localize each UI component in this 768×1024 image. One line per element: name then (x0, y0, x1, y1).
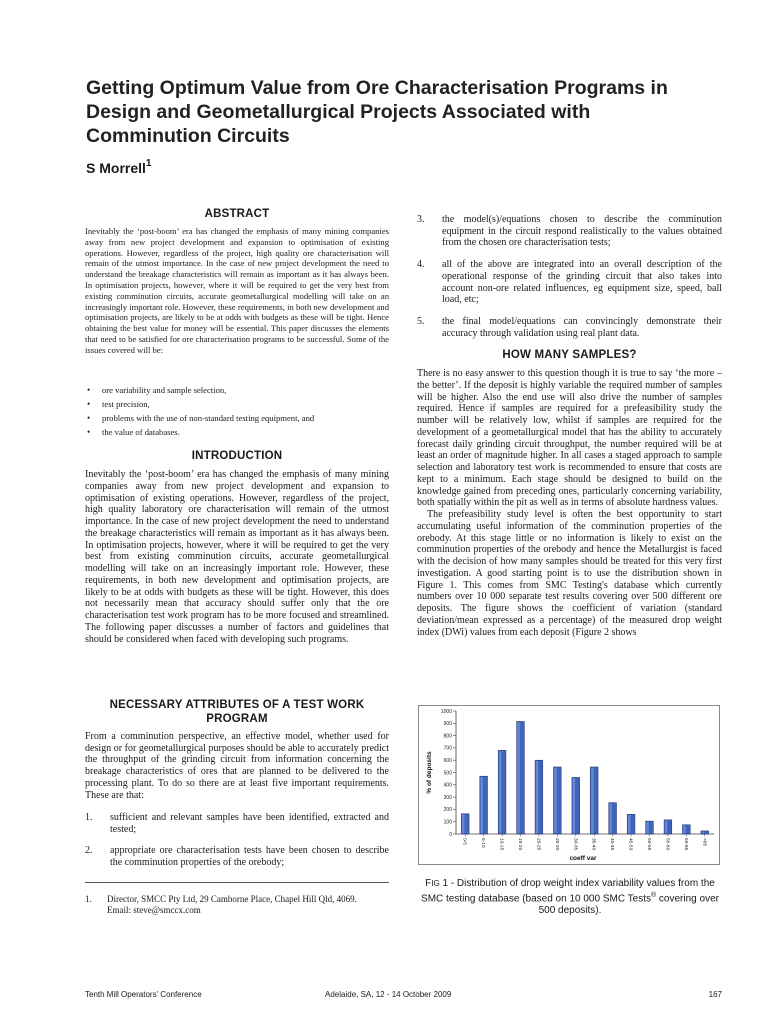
y-tick-label: 700 (443, 745, 452, 752)
abstract-heading: ABSTRACT (204, 208, 270, 220)
x-tick-label: 15-20 (517, 838, 522, 851)
bar-highlight (554, 768, 556, 833)
footnote-email: Email: steve@smccx.com (107, 905, 201, 915)
requirement-text: all of the above are integrated into an overall description of the operational response of the grinding circuit that also takes into account non-ore related influences, eg equipment size, speed, ball load, etc; (442, 259, 722, 306)
y-tick-label: 0 (449, 831, 452, 838)
requirement-number: 1. (85, 812, 93, 823)
author-footnote-mark: 1 (145, 158, 152, 169)
footnote-divider (85, 882, 389, 883)
x-tick-label: 35-40 (590, 838, 596, 851)
x-axis-label: coeff var (569, 855, 597, 862)
samples-heading: HOW MANY SAMPLES? (502, 349, 637, 361)
samples-paragraph: There is no easy answer to this question though it is true to say ‘the more – the better’. If the deposit is highly variable the required number of samples will be higher. Also the end use will also drive the number of samples required. Hence if samples are required for a prefeasibility study the number will be relatively low, whilst if samples are required for the development of a geometallurgical model that has the ability to accurately forecast daily grinding circuit throughput, the number required will be at least an order of magnitude higher. In all cases a staged approach to sample selection and laboratory test work is recommended to ensure that costs are kept to a minimum. Each stage should be designed to build on the knowledge gained from preceding ones, particularly concerning variability, both spatially within the pit as well as in terms of absolute hardness values. (417, 368, 722, 509)
x-tick-label: 5-10 (480, 838, 486, 848)
bar-highlight (610, 803, 612, 833)
requirement-item (417, 259, 722, 306)
introduction-heading: INTRODUCTION (191, 450, 283, 462)
requirement-number: 5. (417, 315, 425, 327)
paper-title (86, 76, 726, 148)
bar-highlight (628, 815, 630, 833)
author-name: S Morrell (86, 160, 146, 176)
requirement-text: the final model/equations can convincingly demonstrate their accuracy through validation using real plant data. (442, 315, 722, 339)
requirement-item (85, 845, 389, 868)
y-tick-label: 800 (443, 733, 452, 740)
title-line: Design and Geometallurgical Projects Associated with (86, 101, 591, 123)
x-tick-label: 10-15 (498, 838, 504, 851)
x-tick-label: 50-55 (646, 838, 651, 851)
figure-caption: FIG 1 - Distribution of drop weight index variability values from the SMC testing database (based on 10 000 SMC Tests® covering over 500 deposits). (421, 878, 719, 917)
x-tick-label: >65 (701, 838, 707, 847)
requirement-number: 4. (417, 259, 425, 271)
y-tick-label: 200 (443, 807, 452, 814)
footnote-affiliation: Director, SMCC Pty Ltd, 29 Camborne Place, Chapel Hill Qld, 4069. (107, 894, 357, 904)
abstract-bullet: • problems with the use of non-standard testing equipment, and (85, 411, 389, 425)
footnote-number: 1. (85, 894, 92, 904)
abstract-bullet-list (85, 383, 389, 439)
bar-highlight (536, 761, 538, 833)
abstract-text: Inevitably the ‘post-boom’ era has changed the emphasis of many mining companies away from new project development and expansion to optimisation of existing operations. However, regardless of the project, high quality ore characterisation will remain of the utmost importance. In the case of new project development the need to understand the breakage characteristics will remain as important as it has always been. In optimisation projects, however, where it will be required to get the very best from existing comminution circuits, accurate geometallurgical modelling will take on an increasingly important role. However, these requirements, in both new development and optimisation projects, are likely to be at odds with budgets as these will be tight. Hence obtaining the best value for money will be essential. This paper discusses the elements that need to be satisfied for ore characterisation programs to be successful. Some of the issues covered will be: (85, 226, 389, 355)
footer-location-date: Adelaide, SA, 12 - 14 October 2009 (325, 990, 452, 999)
title-line: Comminution Circuits (86, 125, 290, 147)
y-tick-label: 1000 (440, 708, 452, 715)
requirement-text: the model(s)/equations chosen to describe the comminution equipment in the circuit respond realistically to the values obtained from the chosen ore characterisation tests; (442, 214, 722, 249)
page-number: 167 (708, 990, 722, 999)
samples-body (417, 368, 722, 638)
requirement-number: 2. (85, 845, 93, 857)
requirement-text: sufficient and relevant samples have been identified, extracted and tested; (110, 812, 389, 835)
requirement-item (417, 316, 722, 339)
requirement-item (85, 812, 389, 835)
x-tick-label: 60-65 (682, 838, 688, 851)
requirements-list-right (417, 214, 722, 349)
bar-highlight (702, 832, 704, 833)
bar-highlight (499, 751, 501, 833)
caption-label: FIG (425, 878, 440, 889)
bar-highlight (481, 777, 483, 833)
samples-paragraph: The prefeasibility study level is often the best opportunity to start accumulating useful information of the comminution properties of the orebody. At this stage little or no information is likely to exist on the comminution properties of the orebody and hence the Metallurgist is faced with the decision of how many samples should be treated for this very first investigation. A good starting point is to use the distribution shown in Figure 1. This comes from SMC Testing's database which currently numbers over 10 000 separate test results covering over 500 different ore deposits. The figure shows the coefficient of variation (standard deviation/mean expressed as a percentage) of the measured drop weight index (DWi) values from each deposit (Figure 2 shows (417, 509, 722, 638)
abstract-bullet: • the value of databases. (85, 425, 389, 439)
requirement-text: appropriate ore characterisation tests have been chosen to describe the comminution properties of the orebody; (110, 845, 389, 869)
requirement-number: 3. (417, 214, 425, 225)
abstract-bullet: • ore variability and sample selection, (85, 383, 389, 397)
y-tick-label: 500 (443, 770, 452, 777)
x-tick-label: 30-35 (572, 838, 578, 851)
bar-highlight (591, 768, 593, 833)
attributes-text: From a comminution perspective, an effective model, whether used for design or for geometallurgical purposes should be able to accurately predict the throughput of the grinding circuit from information concerning the breakage characteristics of ores that are planned to be delivered to the processing plant. To do so there are at least five important requirements. These are that: (85, 731, 389, 801)
y-tick-label: 900 (443, 721, 452, 728)
author (86, 158, 151, 176)
y-tick-label: 400 (443, 782, 452, 789)
bar-highlight (573, 778, 575, 833)
figure-1-chart (418, 705, 720, 865)
bar-highlight (646, 822, 648, 833)
bar-highlight (683, 826, 685, 834)
introduction-text: Inevitably the ‘post-boom’ era has changed the emphasis of many mining companies away from new project development and expansion to optimisation of existing operations. However, regardless of the project, high quality laboratory ore characterisation will remain of the utmost importance. In the case of new project development the need to understand the breakage characteristics will remain as important as it has always been. In optimisation projects, however, where it will be required to get the very best from existing comminution circuits, accurate geometallurgical modelling will take on an increasingly important role. However, these requirements, in both new development and optimisation projects, are likely to be at odds with budgets as these will be tight. However, this does not necessarily mean that accuracy should suffer only that the ore characterisation test work program has to be more focused and streamlined. The following paper discusses a number of factors and guidelines that should be considered when faced with developing such programs. (85, 469, 389, 645)
x-tick-label: 20-25 (535, 838, 541, 851)
x-tick-label: 40-45 (609, 838, 615, 851)
abstract-bullet: • test precision, (85, 397, 389, 411)
y-tick-label: 100 (443, 819, 452, 826)
y-axis-label: % of deposits (426, 751, 433, 794)
footnote (85, 894, 389, 916)
x-tick-label: 55-60 (664, 838, 670, 851)
bar-highlight (665, 821, 667, 834)
x-tick-label: 45-50 (627, 838, 633, 851)
x-tick-label: 25-30 (553, 838, 559, 851)
requirement-item (417, 214, 722, 249)
bar-highlight (462, 815, 464, 834)
y-tick-label: 300 (443, 794, 452, 801)
y-tick-label: 600 (443, 758, 452, 764)
x-tick-label: 0-5 (461, 838, 467, 845)
footer-conference: Tenth Mill Operators’ Conference (85, 990, 202, 999)
requirements-list-left (85, 812, 389, 879)
bar-highlight (517, 722, 519, 833)
attributes-heading: NECESSARY ATTRIBUTES OF A TEST WORK PROGRAM (109, 699, 365, 725)
title-line: Getting Optimum Value from Ore Characterisation Programs in (86, 77, 668, 99)
